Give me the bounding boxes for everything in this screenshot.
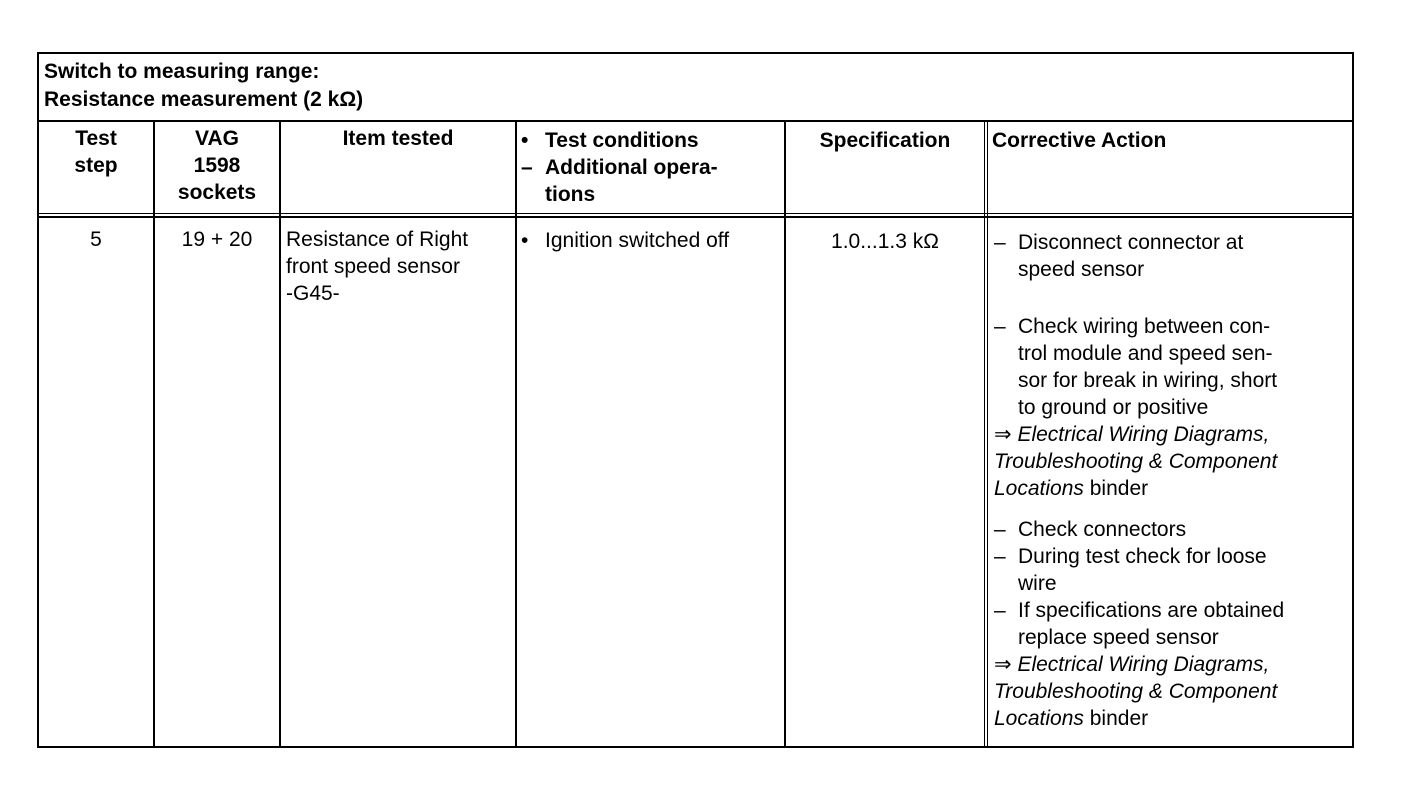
reference-suffix: binder (1083, 477, 1149, 500)
cell-text: -G45- (286, 282, 340, 305)
header-text: VAG (195, 127, 239, 150)
dash-mark: – (994, 518, 1006, 541)
header-text: Specification (819, 129, 951, 152)
dash-mark: – (994, 231, 1006, 254)
header-corrective-action (992, 127, 1352, 154)
cell-text: Ignition switched off (545, 229, 730, 252)
action-text: If specifications are obtained (1018, 599, 1285, 622)
action-text: replace speed sensor (1018, 626, 1219, 649)
action-text: speed sensor (1018, 258, 1145, 281)
wiring-diagrams-reference (994, 651, 1352, 732)
arrow-icon: ⇒ (994, 653, 1012, 676)
row-corrective-actions (994, 229, 1352, 732)
header-text: sockets (177, 181, 257, 204)
header-sockets (155, 125, 279, 206)
banner-line-1: Switch to measuring range: (44, 60, 320, 83)
reference-title: Locations (994, 477, 1084, 500)
cell-text: 5 (90, 228, 102, 251)
reference-suffix: binder (1083, 707, 1149, 730)
action-text: Check wiring between con- (1018, 315, 1271, 338)
action-text: wire (1018, 572, 1057, 595)
header-test-conditions (521, 127, 783, 208)
dash-mark: – (994, 545, 1006, 568)
row-test-step (39, 226, 153, 253)
reference-title: Electrical Wiring Diagrams, (1017, 653, 1270, 676)
row-sockets (155, 226, 279, 253)
header-text: 1598 (193, 154, 241, 177)
reference-title: Electrical Wiring Diagrams, (1017, 423, 1270, 446)
test-table (37, 52, 1354, 748)
cell-text: 1.0...1.3 kΩ (831, 230, 939, 253)
arrow-icon: ⇒ (994, 423, 1012, 446)
reference-title: Locations (994, 707, 1084, 730)
action-text: trol module and speed sen- (1018, 342, 1273, 365)
action-text: sor for break in wiring, short (1018, 369, 1278, 392)
action-text: Disconnect connector at (1018, 231, 1244, 254)
row-test-conditions (521, 227, 783, 254)
dash-mark: – (994, 599, 1006, 622)
bullet-mark: • (521, 229, 529, 252)
header-text: tions (545, 183, 596, 206)
dash-mark: – (521, 156, 533, 179)
header-item-tested (281, 125, 515, 152)
row-item-tested (286, 226, 514, 307)
action-item (994, 543, 1352, 597)
action-item (994, 516, 1352, 543)
measuring-range-banner (39, 54, 1352, 122)
action-text: Check connectors (1018, 518, 1187, 541)
cell-text: front speed sensor (286, 255, 460, 278)
header-text: Item tested (342, 127, 454, 150)
wiring-diagrams-reference (994, 421, 1352, 502)
header-text: Additional opera- (545, 156, 718, 179)
header-test-step (39, 125, 153, 179)
header-text: Test conditions (545, 129, 699, 152)
banner-line-2: Resistance measurement (2 kΩ) (44, 88, 364, 111)
action-item (994, 313, 1352, 421)
cell-text: Resistance of Right (286, 228, 469, 251)
cell-text: 19 + 20 (181, 228, 253, 251)
row-specification (786, 228, 984, 255)
header-text: Test (75, 127, 117, 150)
header-text: step (74, 154, 118, 177)
action-text: to ground or positive (1018, 396, 1209, 419)
header-specification (786, 127, 984, 154)
reference-title: Troubleshooting & Component (994, 680, 1278, 703)
header-text: Corrective Action (992, 129, 1167, 152)
reference-title: Troubleshooting & Component (994, 450, 1278, 473)
action-text: During test check for loose (1018, 545, 1267, 568)
header-double-rule (39, 213, 1352, 218)
bullet-mark: • (521, 129, 529, 152)
action-item (994, 597, 1352, 651)
action-item (994, 229, 1352, 283)
dash-mark: – (994, 315, 1006, 338)
